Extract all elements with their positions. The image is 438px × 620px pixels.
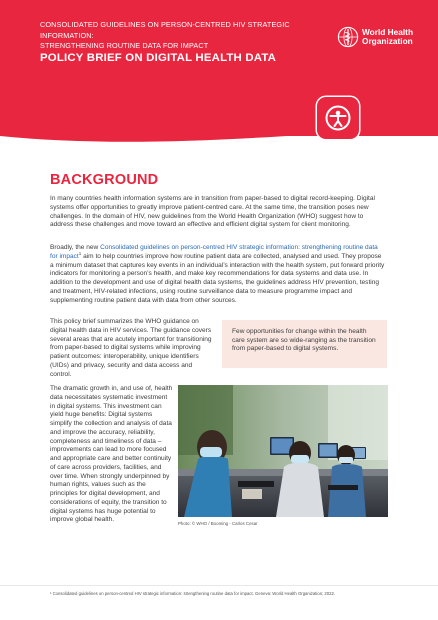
paragraph-guidelines: Broadly, the new Consolidated guidelines on person-centred HIV strategic information: strengthening routine data for impact$^1$ aim to help countries improve how routine patient data are collected, analysed and used. They propose a minimum dataset that captures key events in an individual’s interaction with the health system, put forward priority indicators for monitoring a person’s health, and make key recommendations for data systems and data use. In addition to the development and use of digital health data systems, the guidelines address HIV prevention, testing and treatment, HIV-related infections, using routine surveillance data to measure programme impact and supplementing routine patient data with data from other sources. [50, 244, 385, 304]
footnote-divider [0, 585, 438, 586]
footnote: ¹ Consolidated guidelines on person-centred HIV strategic information: strengthening routine data for impact. Geneva: World Health Organization; 2022. [50, 591, 336, 596]
hiv-program-badge [317, 97, 359, 139]
who-logo[interactable] [337, 26, 413, 48]
section-heading: BACKGROUND [50, 172, 159, 188]
photo-illustration [178, 385, 388, 517]
pull-quote-callout [222, 320, 387, 368]
pull-quote-text: Few opportunities for change within the health care system are so wide-ranging as the transition from paper-based to digital systems. [232, 328, 376, 353]
paragraph-benefits: The dramatic growth in, and use of, health data necessitates systematic investment in digital systems. This investment can yield huge benefits: Digital systems simplify the collection and analysis of data and improve the accuracy, reliability, completeness and timeliness of data – improvements can lead to more focused and appropriate care and better continuity of care across providers, facilities, and over time. When strongly underpinned by human rights, values such as the principles for digital development, and considerations of equity, the transition to digital systems has huge potential to improve global health. [50, 385, 173, 524]
kicker-line-1: CONSOLIDATED GUIDELINES ON PERSON-CENTRED HIV STRATEGIC INFORMATION: [40, 20, 290, 40]
guidelines-link[interactable]: Consolidated guidelines on person-centred HIV strategic information: strengthening routine data for impact [50, 244, 378, 260]
paragraph-intro: In many countries health information systems are in transition from paper-based to digital record-keeping. Digital systems offer opportunities to greatly improve patient-centred care. At the same time, the transition poses new challenges. In the domain of HIV, new guidelines from the World Health Organization (WHO) suggest how to address these challenges and move toward an effective and efficient digital system for client monitoring. [50, 195, 375, 229]
document-series-kicker [40, 20, 320, 52]
photo-caption: Photo: © WHO / Booming - Carlos Cesar [178, 521, 258, 526]
page-title: POLICY BRIEF ON DIGITAL HEALTH DATA [40, 52, 277, 64]
photo-health-workers-at-computers [178, 385, 388, 517]
header-wave-edge [0, 90, 438, 150]
who-emblem-icon [337, 26, 359, 48]
kicker-line-2: STRENGTHENING ROUTINE DATA FOR IMPACT [40, 41, 209, 50]
who-wordmark: World Health Organization [362, 27, 414, 46]
person-in-circle-icon [324, 104, 352, 132]
footnote-marker: 1 [78, 250, 82, 256]
paragraph-policy-summary: This policy brief summarizes the WHO guidance on digital health data in HIV services. The guidance covers several areas that are acutely important for transitioning from paper-based to digital systems while improving patient outcomes: interoperability, unique identifiers (UIDs) and privacy, security and data access and control. [50, 318, 212, 378]
